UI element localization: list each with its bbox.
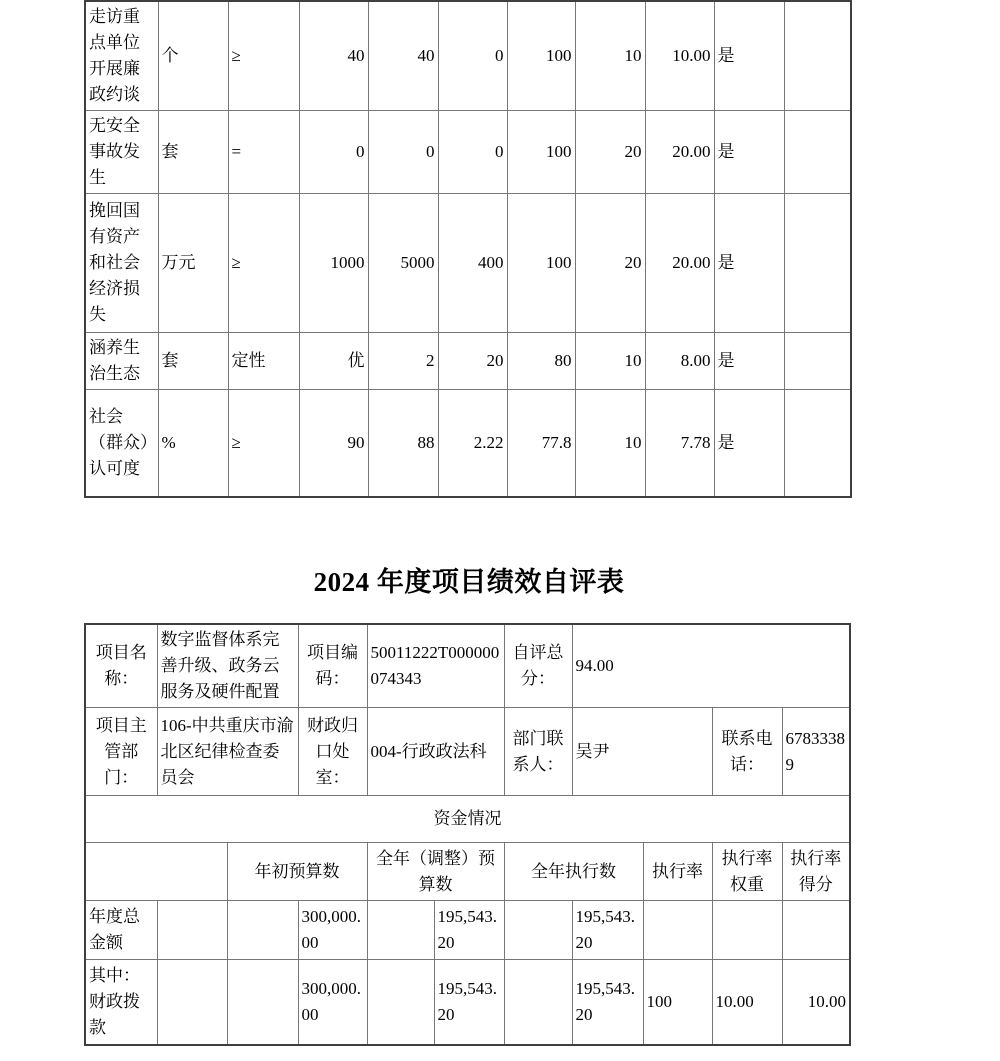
score-rate-cell: 100 bbox=[507, 110, 575, 193]
weight-cell: 20 bbox=[575, 193, 645, 332]
blank-cell bbox=[504, 960, 572, 1045]
comparison-cell: ≥ bbox=[228, 389, 299, 497]
achieved-cell: 是 bbox=[714, 193, 784, 332]
unit-cell: % bbox=[158, 389, 228, 497]
project-code-label: 项目编码： bbox=[298, 624, 367, 708]
adjusted-budget-cell: 195,543.20 bbox=[434, 901, 504, 960]
weight-cell: 20 bbox=[575, 110, 645, 193]
indicator-name-cell: 涵养生治生态 bbox=[85, 332, 158, 389]
fund-row-label: 年度总金额 bbox=[85, 901, 157, 960]
blank-cell bbox=[784, 332, 851, 389]
actual-value-cell: 0 bbox=[368, 110, 438, 193]
execution-rate-header: 执行率 bbox=[643, 843, 712, 901]
adjusted-budget-header: 全年（调整）预算数 bbox=[367, 843, 504, 901]
rate-score-cell bbox=[782, 901, 850, 960]
blank-cell bbox=[227, 960, 298, 1045]
indicator-score-table bbox=[84, 0, 852, 498]
indicator-name-cell: 走访重点单位开展廉政约谈 bbox=[85, 1, 158, 110]
blank-cell bbox=[157, 960, 227, 1045]
deviation-cell: 20 bbox=[438, 332, 507, 389]
score-cell: 7.78 bbox=[645, 389, 714, 497]
dept-value: 106-中共重庆市渝北区纪律检查委员会 bbox=[157, 708, 298, 796]
weight-cell: 10 bbox=[575, 332, 645, 389]
page-title: 2024 年度项目绩效自评表 bbox=[313, 567, 625, 597]
achieved-cell: 是 bbox=[714, 1, 784, 110]
contact-value: 吴尹 bbox=[572, 708, 712, 796]
initial-budget-cell: 300,000.00 bbox=[298, 960, 367, 1045]
comparison-cell: ≥ bbox=[228, 193, 299, 332]
deviation-cell: 0 bbox=[438, 110, 507, 193]
blank-cell bbox=[784, 389, 851, 497]
actual-value-cell: 88 bbox=[368, 389, 438, 497]
project-code-value: 50011222T000000074343 bbox=[367, 624, 504, 708]
comparison-cell: ≥ bbox=[228, 1, 299, 110]
blank-header-cell bbox=[85, 843, 227, 901]
project-info-row bbox=[85, 624, 850, 708]
blank-cell bbox=[367, 901, 434, 960]
document-body bbox=[84, 0, 854, 1046]
blank-cell bbox=[367, 960, 434, 1045]
fiscal-allocation-row bbox=[85, 960, 850, 1045]
indicator-name-cell: 无安全事故发生 bbox=[85, 110, 158, 193]
blank-cell bbox=[227, 901, 298, 960]
project-name-label: 项目名称： bbox=[85, 624, 157, 708]
score-cell: 8.00 bbox=[645, 332, 714, 389]
actual-value-cell: 5000 bbox=[368, 193, 438, 332]
weight-cell: 10 bbox=[575, 1, 645, 110]
actual-value-cell: 40 bbox=[368, 1, 438, 110]
executed-cell: 195,543.20 bbox=[572, 960, 643, 1045]
rate-weight-header: 执行率权重 bbox=[712, 843, 782, 901]
blank-cell bbox=[784, 193, 851, 332]
unit-cell: 个 bbox=[158, 1, 228, 110]
self-eval-table bbox=[84, 623, 851, 1046]
fiscal-office-label: 财政归口处室： bbox=[298, 708, 367, 796]
target-value-cell: 0 bbox=[299, 110, 368, 193]
unit-cell: 万元 bbox=[158, 193, 228, 332]
target-value-cell: 1000 bbox=[299, 193, 368, 332]
table-row bbox=[85, 1, 851, 110]
score-rate-cell: 77.8 bbox=[507, 389, 575, 497]
execution-rate-cell bbox=[643, 901, 712, 960]
executed-cell: 195,543.20 bbox=[572, 901, 643, 960]
unit-cell: 套 bbox=[158, 332, 228, 389]
achieved-cell: 是 bbox=[714, 332, 784, 389]
score-cell: 20.00 bbox=[645, 193, 714, 332]
actual-value-cell: 2 bbox=[368, 332, 438, 389]
funds-header-row bbox=[85, 843, 850, 901]
project-name-value: 数字监督体系完善升级、政务云服务及硬件配置 bbox=[157, 624, 298, 708]
self-score-value: 94.00 bbox=[572, 624, 850, 708]
fiscal-office-value: 004-行政政法科 bbox=[367, 708, 504, 796]
phone-value: 67833389 bbox=[782, 708, 850, 796]
target-value-cell: 优 bbox=[299, 332, 368, 389]
score-cell: 20.00 bbox=[645, 110, 714, 193]
indicator-name-cell: 挽回国有资产和社会经济损失 bbox=[85, 193, 158, 332]
table-row bbox=[85, 332, 851, 389]
rate-weight-cell bbox=[712, 901, 782, 960]
achieved-cell: 是 bbox=[714, 110, 784, 193]
weight-cell: 10 bbox=[575, 389, 645, 497]
blank-cell bbox=[157, 901, 227, 960]
achieved-cell: 是 bbox=[714, 389, 784, 497]
contact-label: 部门联系人： bbox=[504, 708, 572, 796]
self-score-label: 自评总分： bbox=[504, 624, 572, 708]
title-section bbox=[84, 498, 854, 623]
funds-section-title: 资金情况 bbox=[85, 796, 850, 843]
blank-cell bbox=[784, 110, 851, 193]
rate-weight-cell: 10.00 bbox=[712, 960, 782, 1045]
executed-header: 全年执行数 bbox=[504, 843, 643, 901]
deviation-cell: 400 bbox=[438, 193, 507, 332]
target-value-cell: 90 bbox=[299, 389, 368, 497]
department-info-row bbox=[85, 708, 850, 796]
rate-score-header: 执行率得分 bbox=[782, 843, 850, 901]
comparison-cell: 定性 bbox=[228, 332, 299, 389]
rate-score-cell: 10.00 bbox=[782, 960, 850, 1045]
table-row bbox=[85, 110, 851, 193]
score-cell: 10.00 bbox=[645, 1, 714, 110]
score-rate-cell: 80 bbox=[507, 332, 575, 389]
deviation-cell: 0 bbox=[438, 1, 507, 110]
blank-cell bbox=[784, 1, 851, 110]
score-rate-cell: 100 bbox=[507, 193, 575, 332]
table-row bbox=[85, 193, 851, 332]
phone-label: 联系电话： bbox=[712, 708, 782, 796]
table-row bbox=[85, 389, 851, 497]
annual-total-row bbox=[85, 901, 850, 960]
deviation-cell: 2.22 bbox=[438, 389, 507, 497]
target-value-cell: 40 bbox=[299, 1, 368, 110]
fund-row-label: 其中：财政拨款 bbox=[85, 960, 157, 1045]
initial-budget-header: 年初预算数 bbox=[227, 843, 367, 901]
initial-budget-cell: 300,000.00 bbox=[298, 901, 367, 960]
blank-cell bbox=[504, 901, 572, 960]
execution-rate-cell: 100 bbox=[643, 960, 712, 1045]
dept-label: 项目主管部门： bbox=[85, 708, 157, 796]
indicator-name-cell: 社会（群众）认可度 bbox=[85, 389, 158, 497]
unit-cell: 套 bbox=[158, 110, 228, 193]
comparison-cell: = bbox=[228, 110, 299, 193]
score-rate-cell: 100 bbox=[507, 1, 575, 110]
funds-section-row bbox=[85, 796, 850, 843]
adjusted-budget-cell: 195,543.20 bbox=[434, 960, 504, 1045]
